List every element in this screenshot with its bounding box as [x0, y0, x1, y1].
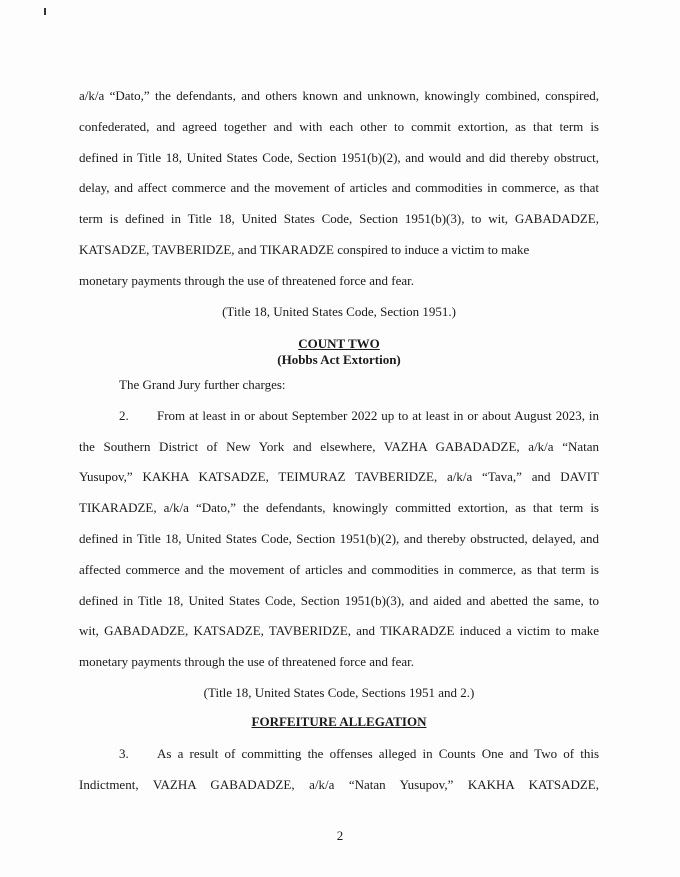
- paragraph-3-first-line: [79, 739, 599, 770]
- forfeiture-heading: [79, 714, 599, 730]
- paragraph-1-line: monetary payments through the use of threatened force and fear.: [79, 272, 414, 288]
- paragraph-2-first-line: [79, 401, 599, 432]
- count-two-heading: [79, 336, 599, 368]
- paragraph-2-line: TIKARADZE, a/k/a “Dato,” the defendants, knowingly committed extortion, as that term is: [79, 500, 599, 516]
- paragraph-1-line: KATSADZE, TAVBERIDZE, and TIKARADZE conspired to induce a victim to make: [79, 241, 530, 257]
- count-two-subtitle: (Hobbs Act Extortion): [277, 352, 401, 367]
- paragraph-1-line: a/k/a “Dato,” the defendants, and others known and unknown, knowingly combined, conspired,: [79, 88, 599, 103]
- paragraph-2: [79, 370, 599, 709]
- paragraph-2-line: the Southern District of New York and elsewhere, VAZHA GABADADZE, a/k/a “Natan: [79, 438, 599, 454]
- paragraph-3-first-text: As a result of committing the offenses alleged in Counts One and Two of this: [157, 746, 599, 761]
- paragraph-1-line: confederated, and agreed together and with each other to commit extortion, as that term is: [79, 118, 599, 134]
- forfeiture-title: FORFEITURE ALLEGATION: [251, 714, 427, 729]
- paragraph-2-number: 2.: [119, 407, 129, 423]
- paragraph-2-line: affected commerce and the movement of articles and commodities in commerce, as that term is: [79, 561, 599, 577]
- paragraph-2-line: wit, GABADADZE, KATSADZE, TAVBERIDZE, and TIKARADZE induced a victim to make: [79, 623, 599, 639]
- page-number: 2: [336, 828, 344, 843]
- paragraph-3-number: 3.: [119, 746, 129, 761]
- count-two-title: COUNT TWO: [298, 336, 380, 351]
- paragraph-2-line: monetary payments through the use of threatened force and fear.: [79, 654, 414, 670]
- paragraph-2-line: defined in Title 18, United States Code, Section 1951(b)(2), and thereby obstructed, delayed, and: [79, 530, 599, 546]
- paragraph-1: [79, 81, 599, 327]
- paragraph-3-line: Indictment, VAZHA GABADADZE, a/k/a “Natan Yusupov,” KAKHA KATSADZE,: [79, 776, 599, 792]
- paragraph-2-citation: (Title 18, United States Code, Sections 1951 and 2.): [203, 684, 475, 700]
- paragraph-1-line: defined in Title 18, United States Code, Section 1951(b)(2), and would and did thereby obstruct,: [79, 149, 599, 165]
- scan-mark: [44, 8, 46, 15]
- paragraph-1-line: term is defined in Title 18, United States Code, Section 1951(b)(3), to wit, GABADADZE,: [79, 211, 599, 227]
- paragraph-2-line: defined in Title 18, United States Code, Section 1951(b)(3), and aided and abetted the same, to: [79, 592, 599, 608]
- paragraph-1-citation: (Title 18, United States Code, Section 1951.): [222, 303, 456, 319]
- paragraph-3: [79, 739, 599, 801]
- paragraph-1-line: delay, and affect commerce and the movement of articles and commodities in commerce, as that: [79, 180, 599, 196]
- grand-jury-intro: The Grand Jury further charges:: [119, 377, 286, 392]
- paragraph-2-line: Yusupov,” KAKHA KATSADZE, TEIMURAZ TAVBERIDZE, a/k/a “Tava,” and DAVIT: [79, 469, 599, 485]
- paragraph-2-first-text: From at least in or about September 2022 up to at least in or about August 2023, in: [157, 407, 599, 423]
